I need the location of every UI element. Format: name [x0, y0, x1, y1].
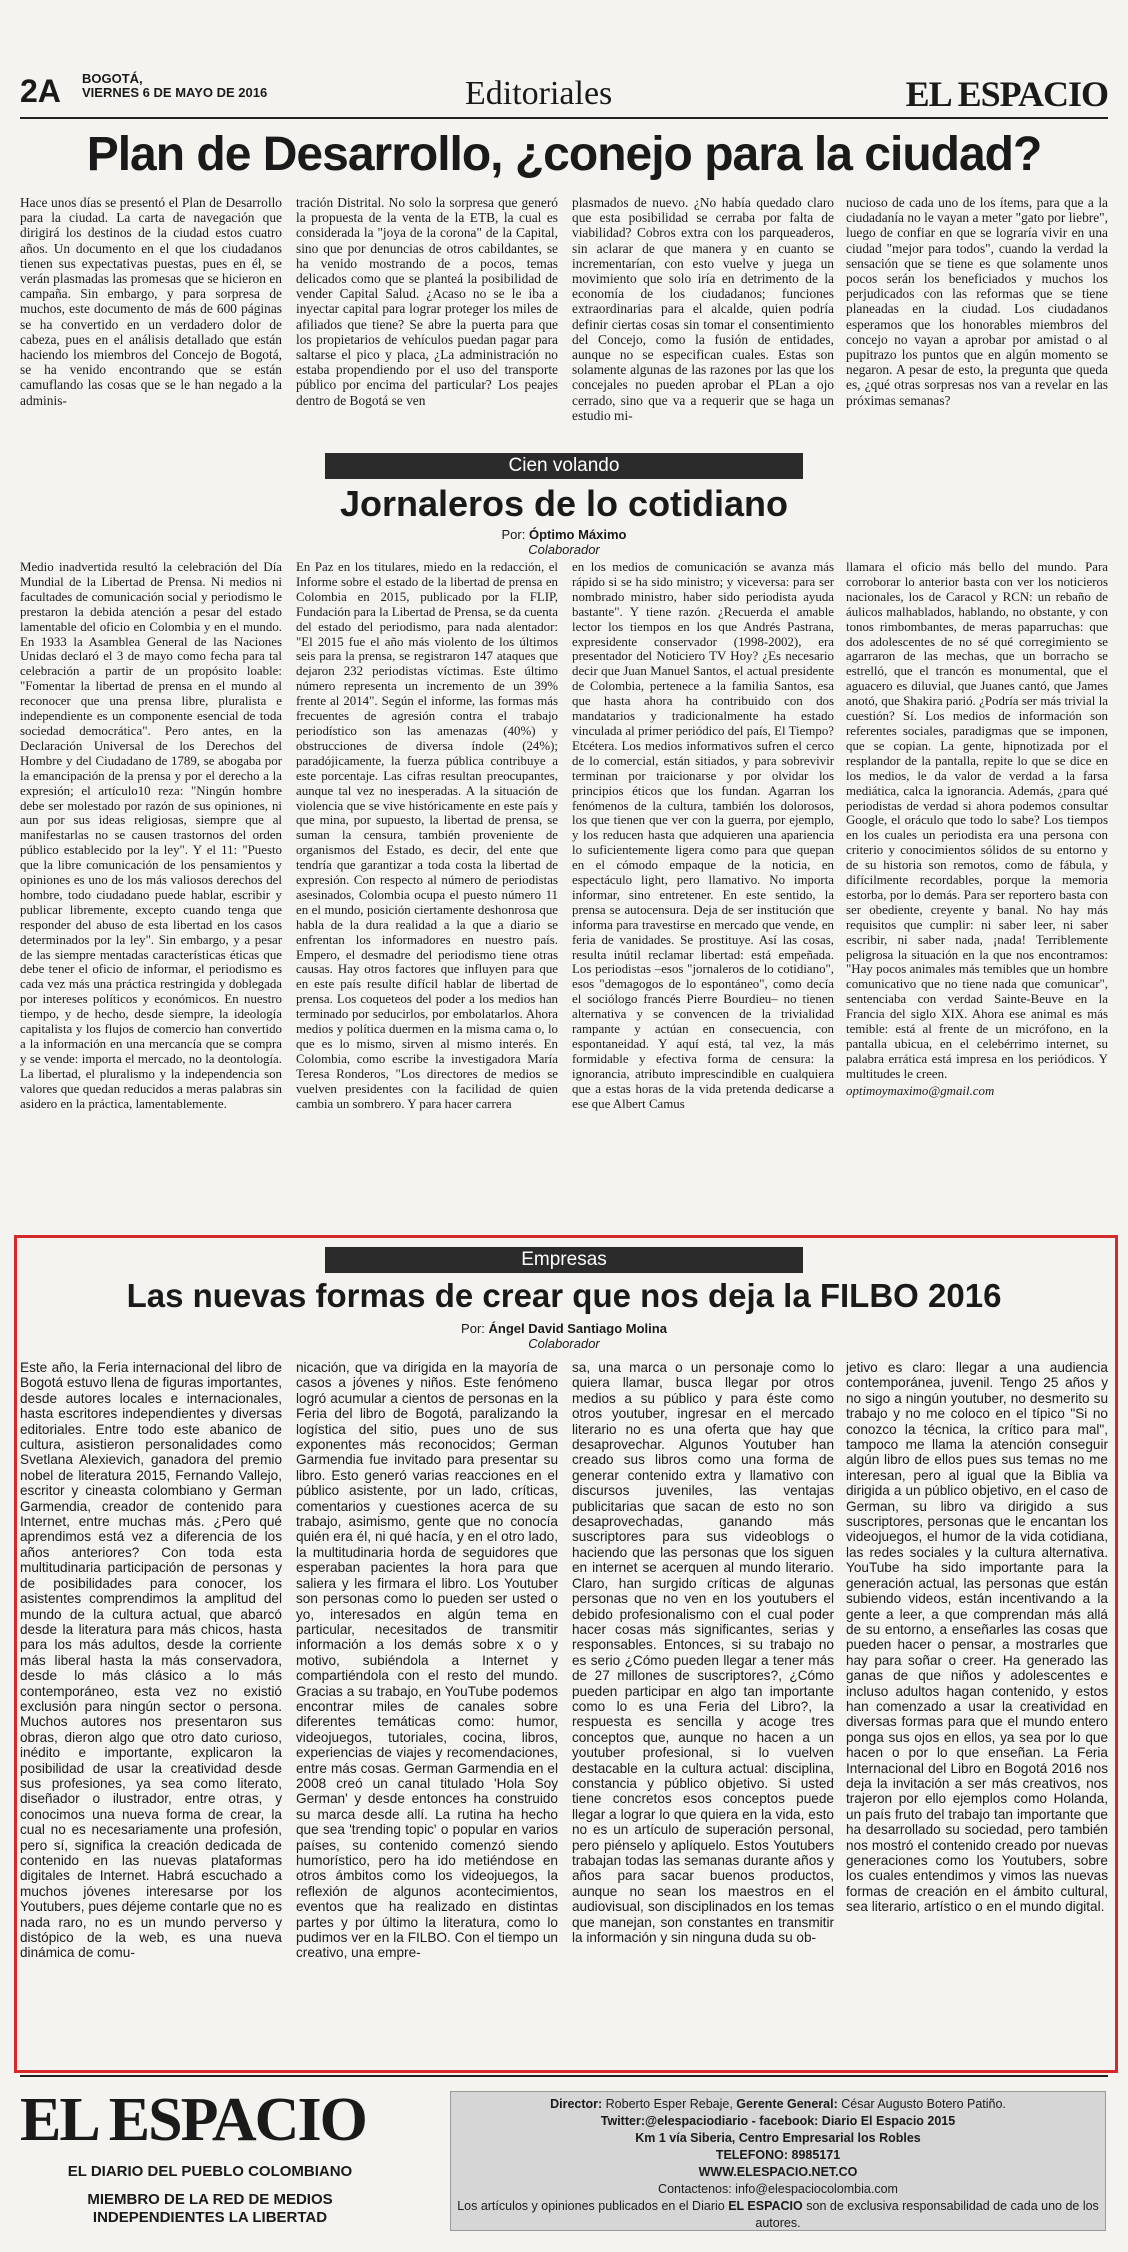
section-title: Editoriales — [465, 75, 613, 112]
byline-label: Por: — [461, 1321, 485, 1336]
credits-directors: Director: Roberto Esper Rebaje, Gerente General: César Augusto Botero Patiño. — [550, 2097, 1006, 2111]
credits-disclaimer: Los artículos y opiniones publicados en el Diario EL ESPACIO son de exclusiva responsabilidad de cada uno de los autores. — [457, 2199, 1099, 2230]
dateline — [82, 72, 267, 100]
credits-phone: TELEFONO: 8985171 — [715, 2148, 841, 2162]
opinion1-column-1: Medio inadvertida resultó la celebración del Día Mundial de la Libertad de Prensa. Ni medios ni facultades de comunicación social y periodismo le prestaron la debida atención a pesar del estado lamentable del oficio en Colombia y en el mundo. En 1933 la Asamblea General de las Naciones Unidas declaró el 3 de mayo como fecha para tal celebración a partir de un propósito loable: "Fomentar la libertad de prensa en el mundo al reconocer que una prensa libre, pluralista e independiente es un componente esencial de toda sociedad democrática". Pero antes, en la Declaración Universal de los Derechos del Hombre y del Ciudadano de 1789, se abogaba por la emancipación de la prensa y por el derecho a la expresión; el artículo10 reza: "Ningún hombre debe ser molestado por razón de sus opiniones, ni aun por sus ideas religiosas, siempre que al manifestarlas no se causen trastornos del orden público establecido por la ley". Y el 11: "Puesto que la libre comunicación de los pensamientos y opiniones es uno de los más valiosos derechos del hombre, todo ciudadano puede hablar, escribir y publicar libremente, excepto cuando tenga que responder del abuso de esta libertad en los casos determinados por la ley". Sin embargo, y a pesar de las siempre mentadas características éticas que debe tener el oficio de informar, el periodismo es cada vez más una práctica restringida y doblegada por intereses políticos y económicos. En nuestro tiempo, y de hecho, desde siempre, la ideología capitalista y los flujos de comercio han convertido a la información en una mercancía que se compra y se vende: importa el mercado, no la deontología. La libertad, el pluralismo y la independencia son valores que quedan reducidos a meras palabras sin asidero en la práctica, lamentablemente. — [20, 560, 282, 1111]
opinion2-byline — [20, 1321, 1108, 1351]
opinion1-byline — [20, 527, 1108, 557]
credits-social: Twitter:@elespaciodiario - facebook: Diario El Espacio 2015 — [600, 2114, 956, 2128]
footer-tagline-2: MIEMBRO DE LA RED DE MEDIOS — [87, 2191, 333, 2208]
opinion2-body — [20, 1360, 1108, 2055]
credits-box — [450, 2091, 1106, 2231]
opinion1-title: Jornaleros de lo cotidiano — [339, 483, 789, 524]
opinion1-body — [20, 560, 1108, 1225]
page-header — [20, 55, 1108, 117]
kicker-empresas: Empresas — [325, 1247, 803, 1273]
editorial-column-3: plasmados de nuevo. ¿No había quedado claro que esta posibilidad se cerraba por falta de viabilidad? Cobros extra con los parqueaderos, sin aclarar de que manera y en cuanto se incrementarían, con esto vuelve y juega un movimiento que solo iría en detrimento de la economía de los ciudadanos; funciones extraordinarias para el alcalde, quien podría definir ciertas cosas sin tomar el consentimiento del Concejo, como la fusión de entidades, aunque no se especifican cuales. Estas son solamente algunas de las razones por las que los concejales no pueden aprobar el PLan a ojo cerrado, sino que va a requerir que se haga un estudio mi- — [572, 195, 834, 423]
credits-address: Km 1 vía Siberia, Centro Empresarial los Robles — [635, 2131, 921, 2145]
masthead-brand: EL ESPACIO — [905, 74, 1108, 114]
newspaper-page — [20, 55, 1108, 2235]
author-email: optimoymaximo@gmail.com — [846, 1083, 995, 1098]
footer-logo: EL ESPACIO — [20, 2086, 366, 2154]
footer-rule — [20, 2075, 1108, 2077]
byline-label: Por: — [501, 527, 526, 542]
credits-contact: Contactenos: info@elespaciocolombia.com — [658, 2182, 898, 2196]
opinion2-column-3: sa, una marca o un personaje como lo quiera llamar, busca llegar por otros medios a su público y para éste como otros youtuber, ingresar en el mercado literario no es una oferta que hay que desaprovechar. Algunos Youtuber han creado sus libros como una forma de generar contenido extra y llamativo con discursos juveniles, las ventajas publicitarias que sacan de esto no son desaprovechadas, ganando más suscriptores para sus videoblogs o haciendo que las personas que los siguen en internet se acerquen al mundo literario. Claro, han surgido críticas de algunas personas que no ven en los youtubers el debido profesionalismo con el cual poder hacer cosas más significantes, serias y responsables. Entonces, si su trabajo no es serio ¿Cómo pueden llegar a tener más de 27 millones de suscriptores?, ¿Cómo pueden participar en algo tan importante como lo es una Feria del Libro?, la respuesta es sencilla y acoge tres conceptos que, aunque no hacen a un youtuber profesional, si lo vuelven destacable en la cultura actual: disciplina, constancia y público objetivo. Si usted tiene concretos esos conceptos puede llegar a lograr lo que quiera en la vida, esto no es un artículo de superación personal, pero piénselo y aplíquelo. Estos Youtubers trabajan todas las semanas durante años y años para sacar buenos productos, aunque no sean los maestros en el audiovisual, son disciplinados en los temas que manejan, son constantes en transmitir la información y sin ninguna duda su ob- — [572, 1360, 834, 1946]
kicker-cien-volando: Cien volando — [325, 453, 803, 479]
dateline-date: VIERNES 6 DE MAYO DE 2016 — [82, 85, 268, 100]
byline-role: Colaborador — [528, 542, 600, 557]
opinion2-column-2: nicación, que va dirigida en la mayoría de casos a jóvenes y niños. Este fenómeno logró acumular a cientos de personas en la Feria del libro de Bogotá, paralizando la logística del sitio, pues uno de sus exponentes más reconocidos; German Garmendia fue invitado para presentar su libro. Esto generó varias reacciones en el público asistente, por un lado, críticas, comentarios y cuestiones acerca de su trabajo, asimismo, gente que no conocía quién era él, ni qué hacía, y en el otro lado, la multitudinaria horda de seguidores que esperaban pacientes la hora para que saliera y les firmara el libro. Los Youtuber son personas como lo pueden ser usted o yo, interesados en algún tema en particular, necesitados de transmitir información a los demás sobre x o y motivo, subiéndola a Internet y compartiéndola con el resto del mundo. Gracias a su trabajo, en YouTube podemos encontrar miles de canales sobre diferentes temáticas como: humor, videojuegos, tutoriales, cocina, libros, experiencias de viajes y recomendaciones, entre más cosas. German Garmendia en el 2008 creó un canal titulado 'Hola Soy German' y desde entonces ha construido su marca desde allí. La rutina ha hecho que sea 'trending topic' o popular en varios países, su contenido comenzó siendo humorístico, pero ha ido metiéndose en otros ámbitos como los videojuegos, la reflexión de algunos acontecimientos, eventos que ha realizado en distintas partes y por último la literatura, como lo pudimos ver en la FILBO. Con el tiempo un creativo, una empre- — [296, 1360, 558, 1961]
byline-role: Colaborador — [528, 1336, 600, 1351]
byline-author: Óptimo Máximo — [528, 527, 627, 542]
dateline-city: BOGOTÁ, — [82, 71, 143, 86]
editorial-column-1: Hace unos días se presentó el Plan de Desarrollo para la ciudad. La carta de navegación que dirigirá los destinos de la ciudad estos cuatro años. Un documento en el que los ciudadanos tienen sus expectativas puestas, pues en él, se verán plasmadas las promesas que se hicieron en campaña. Sin embargo, y para sorpresa de muchos, este documento de más de 600 páginas se ha convertido en un verdadero dolor de cabeza, pues en el análisis detallado que están haciendo los miembros del Concejo de Bogotá, se ha venido encontrando que se están camuflando las cosas que se le han negado a la adminis- — [20, 195, 282, 408]
editorial-column-2: tración Distrital. No solo la sorpresa que generó la propuesta de la venta de la ETB, la cual es considerada la "joya de la corona" de la Capital, sino que por denuncias de otros cabildantes, se ha venido mostrando de a pocos, temas delicados como que se planteá la posibilidad de vender Capital Salud. ¿Acaso no se le iba a inyectar capital para lograr proteger los miles de afiliados que tiene? Se abre la puerta para que los propietarios de vehículos puedan pagar para saltarse el pico y placa, ¿La administración no estaba propendiendo por el uso del transporte público por encima del particular? Los peajes dentro de Bogotá se ven — [296, 195, 558, 408]
opinion1-column-3: en los medios de comunicación se avanza más rápido si se ha sido ministro; y viceversa: para ser nombrado ministro, haber sido periodista ayuda bastante". Y tiene razón. ¿Recuerda el amable lector los tiempos en los que Andrés Pastrana, expresidente conservador (1998-2002), era presentador del Noticiero TV Hoy? ¿Es necesario decir que Juan Manuel Santos, el actual presidente de Colombia, pertenece a la familia Santos, esa que hasta ahora ha contribuido con dos mandatarios y tradicionalmente ha estado vinculada al primer periódico del país, El Tiempo? Etcétera. Los medios informativos sufren el cerco de lo comercial, están sitiados, y para sobrevivir terminan por traicionarse y por olvidar los principios éticos que los fundan. Agarran los fenómenos de la cultura, también los dolorosos, los que tienen que ver con la guerra, por ejemplo, y los reducen hasta que adquieren una apariencia lo suficientemente ligera como para que quepan en el cómodo empaque de la noticia, en espectáculo light, pero llamativo. No importa informar, sino entretener. En este sentido, la prensa se autocensura. Deja de ser institución que informa para travestirse en mercado que vende, en feria de vanidades. Se prostituye. Así las cosas, resulta inútil reclamar libertad: está empeñada. Los periodistas –esos "jornaleros de lo cotidiano", esos "demagogos de lo espontáneo", como decía el sociólogo francés Pierre Bourdieu– no tienen alternativa y se convencen de la trivialidad rampante y actúan en consecuencia, con espontaneidad. Y aquí está, tal vez, la más formidable y efectiva forma de censura: la ignorancia, atributo imprescindible en cualquiera que a estas horas de la vida pretenda dedicarse a ese que Albert Camus — [572, 560, 834, 1111]
editorial-title: Plan de Desarrollo, ¿conejo para la ciudad? — [86, 128, 1042, 181]
footer-tagline-3: INDEPENDIENTES LA LIBERTAD — [92, 2209, 328, 2226]
opinion1-column-4: llamara el oficio más bello del mundo. Para corroborar lo anterior basta con ver los noticieros nacionales, los de Caracol y RCN: un rebaño de áulicos malhablados, hablando, no obstante, y con tonos rimbombantes, de meras paparruchas: que dos adolescentes de no sé qué corregimiento se agarraron de las mechas, que un borracho se estrelló, que el trancón es monumental, que el aguacero es diluvial, que Juanes cantó, que James anotó, que Shakira parió. ¿Podría ser más trivial la cuestión? Sí. Los medios de información son referentes sociales, paradigmas que se imponen, que se copian. La gente, hipnotizada por el resplandor de la pantalla, repite lo que se dice en los medios, le da valor de verdad a la farsa mediática, calca la ignorancia. Además, ¿para qué periodistas de verdad si ahora podemos consultar Google, el oráculo que todo lo sabe? Los tiempos en los cuales un periodista era una persona con criterio y conocimientos sólidos de su entorno y de su historia son remotos, como de fábula, y difícilmente recordables, porque la memoria estorba, por lo demás. Para ser reportero basta con ser obediente, creyente y banal. No hay más requisitos que cumplir: ni saber leer, ni saber escribir, ni saber nada, ¡nada! Terriblemente peligrosa la situación en la que nos encontramos: "Hay pocos animales más temibles que un hombre comunicativo que no tiene nada que comunicar", sentenciaba con verdad Sainte-Beuve en la Francia del siglo XIX. Ahora ese animal es más temible: está al frente de un micrófono, en la pantalla ubicua, en el celebérrimo internet, su palabra errática está impresa en los periódicos. Y multitudes le creen. optimoymaximo@gmail.com — [846, 560, 1108, 1098]
byline-author: Ángel David Santiago Molina — [488, 1321, 667, 1336]
footer-masthead — [20, 2085, 400, 2235]
opinion2-column-1: Este año, la Feria internacional del libro de Bogotá estuvo llena de figuras importantes, desde autores locales e internacionales, hasta escritores independientes y diversas editoriales. Entre todo este abanico de cultura, asistieron personalidades como Svetlana Alexievich, ganadora del premio nobel de literatura 2015, Fernando Vallejo, escritor y cineasta colombiano y German Garmendia, creador de contenido para Internet, entre muchas más. ¿Pero qué aprendimos está vez a diferencia de los años anteriores? Con toda esta multitudinaria participación de personas y de posibilidades para conocer, los asistentes comprendimos la amplitud del mundo de la cultura actual, que abarcó desde la literatura para más chicos, hasta para los más adultos, desde la corriente más liberal hasta la más conservadora, desde lo más clásico a lo más contemporáneo, esta vez no existió exclusión para ningún sector o persona. Muchos autores nos presentaron sus obras, dieron algo que otro dato curioso, inédito e importante, explicaron la posibilidad de usar la creatividad desde sus profesiones, ya sea como literato, diseñador o ilustrador, entre otras, y conocimos una nueva forma de crear, la cual no es necesariamente una profesión, pero sí, significa la creación dedicada de contenido en las nuevas plataformas digitales de Internet. Habrá escuchado a muchos jóvenes interesarse por los Youtubers, pues déjeme contarle que no es nada raro, no es un mundo perverso y distópico de la web, es una nueva dinámica de comu- — [20, 1360, 282, 1961]
opinion2-title: Las nuevas formas de crear que nos deja la FILBO 2016 — [126, 1277, 1002, 1314]
header-rule — [20, 117, 1108, 119]
footer-tagline-1: EL DIARIO DEL PUEBLO COLOMBIANO — [67, 2163, 353, 2180]
credits-web: WWW.ELESPACIO.NET.CO — [698, 2165, 858, 2179]
page-number: 2A — [20, 73, 61, 109]
opinion1-column-2: En Paz en los titulares, miedo en la redacción, el Informe sobre el estado de la libertad de prensa en Colombia en 2015, publicado por la FLIP, Fundación para la Libertad de Prensa, se da cuenta del estado del periodismo, para nada alentador: "El 2015 fue el año más violento de los últimos seis para la prensa, se registraron 147 ataques que dejaron 232 periodistas víctimas. Este último número representa un incremento de un 39% frente al 2014". Según el informe, las formas más frecuentes de agresión contra el trabajo periodístico son las amenazas (40%) y obstrucciones de diversa índole (24%); paradójicamente, la fuerza pública contribuye a este porcentaje. Las cifras resultan preocupantes, aunque tal vez no inesperadas. A la situación de violencia que se vive históricamente en este país y que mina, por supuesto, la libertad de prensa, se suman la censura, también proveniente de organismos del Estado, es decir, del ente que tendría que garantizar a toda costa la libertad de expresión. Con respecto al número de periodistas asesinados, Colombia ocupa el puesto número 11 en el mundo, posición ciertamente deshonrosa que habla de la dura realidad a la que a diario se enfrentan los informadores en nuestro país. Empero, el desmadre del periodismo tiene otras causas. Hay otros factores que influyen para que en este país resulte difícil hablar de libertad de prensa. Los coqueteos del poder a los medios han terminado por seducirlos, por embolatarlos. Ahora medios y política duermen en la misma cama o, lo que es lo mismo, sirven al mismo interés. En Colombia, como escribe la investigadora María Teresa Ronderos, "Los directores de medios se vuelven presidentes con la facilidad de quien cambia un sombrero. Y para hacer carrera — [296, 560, 558, 1111]
opinion2-column-4: jetivo es claro: llegar a una audiencia contemporánea, juvenil. Tengo 25 años y no sigo a ningún youtuber, no desmerito su trabajo y no me coloco en el típico "Si no conozco la técnica, la crítico para mal", tampoco me llama la atención conseguir algún libro de ellos pues sus temas no me interesan, pero al igual que la Biblia va dirigida a un público objetivo, en el caso de German, su libro va dirigido a sus suscriptores, personas que le encantan los videojuegos, el humor de la vida cotidiana, las redes sociales y la cultura alternativa. YouTube ha sido importante para la generación actual, las personas que están subiendo videos, están incentivando a la gente a leer, a que comprendan más allá de su entorno, a enseñarles las cosas que pueden hacer o pensar, a mostrarles que hay para soñar o creer. Ha generado las ganas de que niños y adolescentes e incluso adultos hagan contenido, y estos han comenzado a usar la creatividad en diversas formas para que el mundo entero ponga sus ojos en ellos, ya sea por lo que hacen o por lo que enseñan. La Feria Internacional del Libro en Bogotá 2016 nos deja la invitación a ser más creativos, nos trajeron por ello ejemplos como Holanda, un país fruto del trabajo tan importante que ha desarrollado su sociedad, pero también nos mostró el contenido creado por nuevas generaciones como los Youtubers, sobre los cuales entendimos y vimos las nuevas formas de creación en el ámbito cultural, sea literario, artístico o en el mundo digital. — [846, 1360, 1108, 1915]
editorial-column-4: nucioso de cada uno de los ítems, para que a la ciudadanía no le vayan a meter "gato por liebre", luego de confiar en que se lograría vivir en una ciudad "mejor para todos", cuando la verdad la sensación que se tiene es que solamente unos pocos serán los beneficiados y muchos los perjudicados con las reformas que se tiene planeadas en la ciudad. Los ciudadanos esperamos que los honorables miembros del concejo no vayan a aprobar por amistad o al pupitrazo los puntos que en algún momento se negaron. A pesar de esto, la pregunta que queda es, ¿qué otras sorpresas nos van a revelar en las próximas semanas? — [846, 195, 1108, 408]
